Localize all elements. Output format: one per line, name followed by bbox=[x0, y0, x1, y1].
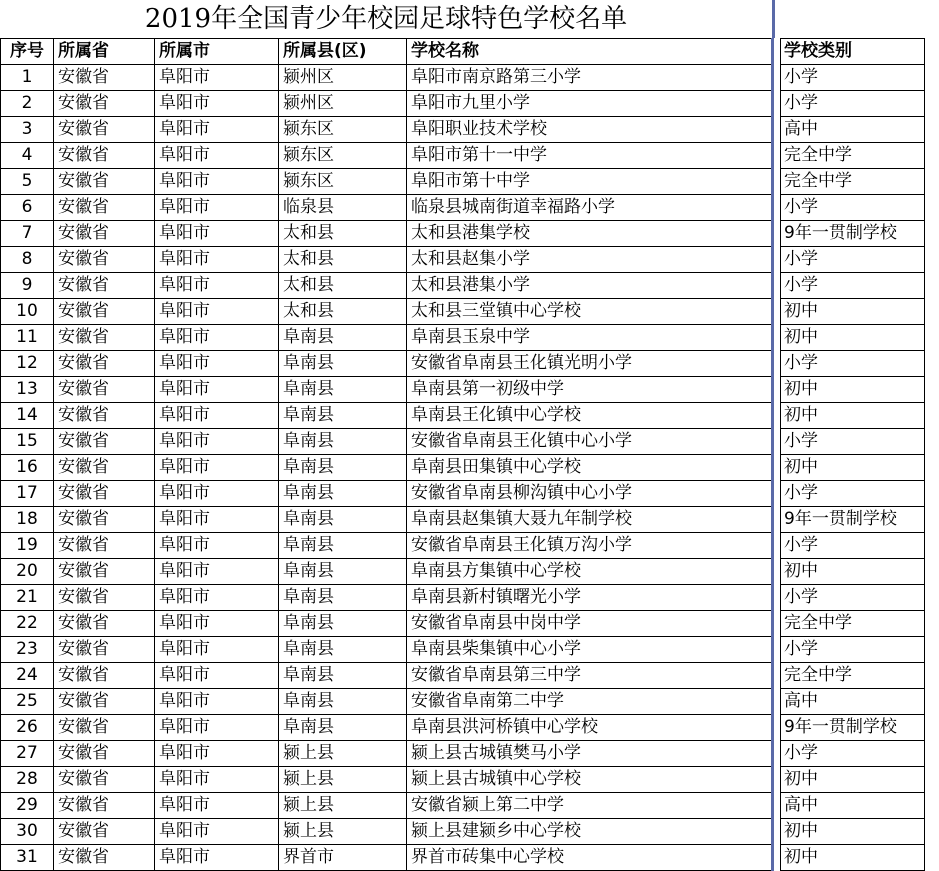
cell-col-index[interactable]: 7 bbox=[1, 221, 54, 247]
cell-col-index[interactable]: 17 bbox=[1, 481, 54, 507]
cell-col-city[interactable]: 阜阳市 bbox=[155, 195, 279, 221]
cell-col-school-name[interactable]: 阜南县田集镇中心学校 bbox=[407, 455, 773, 481]
cell-col-county[interactable]: 阜南县 bbox=[279, 533, 407, 559]
table-row bbox=[1, 117, 925, 143]
frozen-pane-divider-cell bbox=[773, 559, 781, 585]
frozen-pane-divider-cell bbox=[773, 455, 781, 481]
cell-col-school-name[interactable]: 太和县赵集小学 bbox=[407, 247, 773, 273]
frozen-pane-divider-cell bbox=[773, 481, 781, 507]
cell-col-city[interactable]: 阜阳市 bbox=[155, 845, 279, 871]
cell-col-index[interactable]: 8 bbox=[1, 247, 54, 273]
cell-col-index[interactable]: 27 bbox=[1, 741, 54, 767]
cell-col-city[interactable]: 阜阳市 bbox=[155, 299, 279, 325]
cell-col-province[interactable]: 安徽省 bbox=[54, 507, 155, 533]
cell-col-city[interactable]: 阜阳市 bbox=[155, 377, 279, 403]
cell-col-county[interactable]: 阜南县 bbox=[279, 507, 407, 533]
table-row bbox=[1, 793, 925, 819]
cell-col-school-name[interactable]: 阜阳市南京路第三小学 bbox=[407, 65, 773, 91]
cell-col-index[interactable]: 3 bbox=[1, 117, 54, 143]
cell-col-school-type[interactable]: 初中 bbox=[781, 377, 925, 403]
table-row bbox=[1, 195, 925, 221]
cell-col-province[interactable]: 安徽省 bbox=[54, 247, 155, 273]
cell-col-county[interactable]: 颍上县 bbox=[279, 819, 407, 845]
cell-col-province[interactable]: 安徽省 bbox=[54, 845, 155, 871]
cell-col-school-type[interactable]: 初中 bbox=[781, 767, 925, 793]
cell-col-province[interactable]: 安徽省 bbox=[54, 767, 155, 793]
frozen-pane-divider-cell bbox=[773, 221, 781, 247]
cell-col-county[interactable]: 阜南县 bbox=[279, 325, 407, 351]
cell-col-city[interactable]: 阜阳市 bbox=[155, 325, 279, 351]
cell-col-city[interactable]: 阜阳市 bbox=[155, 429, 279, 455]
frozen-pane-divider-cell bbox=[773, 663, 781, 689]
table-row bbox=[1, 247, 925, 273]
cell-col-school-name[interactable]: 安徽省阜南县柳沟镇中心小学 bbox=[407, 481, 773, 507]
header-col-school-name[interactable]: 学校名称 bbox=[407, 39, 773, 65]
cell-col-city[interactable]: 阜阳市 bbox=[155, 91, 279, 117]
cell-col-index[interactable]: 26 bbox=[1, 715, 54, 741]
cell-col-city[interactable]: 阜阳市 bbox=[155, 169, 279, 195]
cell-col-school-type[interactable]: 高中 bbox=[781, 117, 925, 143]
table-row bbox=[1, 455, 925, 481]
cell-col-province[interactable]: 安徽省 bbox=[54, 585, 155, 611]
cell-col-province[interactable]: 安徽省 bbox=[54, 793, 155, 819]
cell-col-school-name[interactable]: 颍上县古城镇樊马小学 bbox=[407, 741, 773, 767]
table-row bbox=[1, 611, 925, 637]
cell-col-city[interactable]: 阜阳市 bbox=[155, 403, 279, 429]
cell-col-province[interactable]: 安徽省 bbox=[54, 637, 155, 663]
frozen-pane-divider-cell bbox=[773, 169, 781, 195]
cell-col-city[interactable]: 阜阳市 bbox=[155, 247, 279, 273]
cell-col-city[interactable]: 阜阳市 bbox=[155, 585, 279, 611]
cell-col-school-type[interactable]: 9年一贯制学校 bbox=[781, 507, 925, 533]
frozen-pane-divider-cell bbox=[773, 377, 781, 403]
cell-col-school-type[interactable]: 小学 bbox=[781, 247, 925, 273]
cell-col-school-name[interactable]: 阜南县赵集镇大聂九年制学校 bbox=[407, 507, 773, 533]
cell-col-county[interactable]: 界首市 bbox=[279, 845, 407, 871]
cell-col-province[interactable]: 安徽省 bbox=[54, 169, 155, 195]
cell-col-school-name[interactable]: 太和县三堂镇中心学校 bbox=[407, 299, 773, 325]
cell-col-city[interactable]: 阜阳市 bbox=[155, 507, 279, 533]
frozen-pane-divider-cell bbox=[773, 325, 781, 351]
header-col-province[interactable]: 所属省 bbox=[54, 39, 155, 65]
table-row bbox=[1, 845, 925, 871]
frozen-pane-divider-cell bbox=[773, 429, 781, 455]
table-row bbox=[1, 819, 925, 845]
frozen-pane-divider-cell bbox=[773, 117, 781, 143]
frozen-pane-divider-cell bbox=[773, 91, 781, 117]
cell-col-county[interactable]: 太和县 bbox=[279, 221, 407, 247]
frozen-pane-divider-cell bbox=[773, 689, 781, 715]
frozen-pane-divider-cell bbox=[773, 715, 781, 741]
cell-col-county[interactable]: 阜南县 bbox=[279, 715, 407, 741]
cell-col-school-name[interactable]: 阜南县方集镇中心学校 bbox=[407, 559, 773, 585]
cell-col-school-type[interactable]: 小学 bbox=[781, 351, 925, 377]
cell-col-province[interactable]: 安徽省 bbox=[54, 299, 155, 325]
cell-col-province[interactable]: 安徽省 bbox=[54, 195, 155, 221]
cell-col-school-name[interactable]: 阜南县洪河桥镇中心学校 bbox=[407, 715, 773, 741]
cell-col-county[interactable]: 颍上县 bbox=[279, 741, 407, 767]
cell-col-city[interactable]: 阜阳市 bbox=[155, 741, 279, 767]
frozen-pane-divider-cell bbox=[773, 143, 781, 169]
cell-col-province[interactable]: 安徽省 bbox=[54, 143, 155, 169]
table-row bbox=[1, 221, 925, 247]
cell-col-school-type[interactable]: 初中 bbox=[781, 455, 925, 481]
header-col-school-type[interactable]: 学校类别 bbox=[781, 39, 925, 65]
cell-col-index[interactable]: 9 bbox=[1, 273, 54, 299]
table-row bbox=[1, 481, 925, 507]
cell-col-index[interactable]: 10 bbox=[1, 299, 54, 325]
header-col-county[interactable]: 所属县(区) bbox=[279, 39, 407, 65]
cell-col-county[interactable]: 阜南县 bbox=[279, 429, 407, 455]
frozen-pane-divider-cell bbox=[773, 767, 781, 793]
cell-col-school-name[interactable]: 阜南县玉泉中学 bbox=[407, 325, 773, 351]
table-row bbox=[1, 143, 925, 169]
table-row bbox=[1, 403, 925, 429]
cell-col-county[interactable]: 阜南县 bbox=[279, 481, 407, 507]
cell-col-school-name[interactable]: 太和县港集小学 bbox=[407, 273, 773, 299]
table-row bbox=[1, 325, 925, 351]
cell-col-county[interactable]: 阜南县 bbox=[279, 585, 407, 611]
table-row bbox=[1, 767, 925, 793]
table-row bbox=[1, 91, 925, 117]
cell-col-province[interactable]: 安徽省 bbox=[54, 819, 155, 845]
cell-col-province[interactable]: 安徽省 bbox=[54, 403, 155, 429]
cell-col-city[interactable]: 阜阳市 bbox=[155, 793, 279, 819]
cell-col-index[interactable]: 11 bbox=[1, 325, 54, 351]
cell-col-index[interactable]: 14 bbox=[1, 403, 54, 429]
cell-col-city[interactable]: 阜阳市 bbox=[155, 767, 279, 793]
cell-col-index[interactable]: 25 bbox=[1, 689, 54, 715]
cell-col-index[interactable]: 19 bbox=[1, 533, 54, 559]
sheet-title: 2019年全国青少年校园足球特色学校名单 bbox=[144, 4, 628, 34]
cell-col-school-name[interactable]: 阜南县王化镇中心学校 bbox=[407, 403, 773, 429]
cell-col-school-type[interactable]: 完全中学 bbox=[781, 611, 925, 637]
cell-col-index[interactable]: 20 bbox=[1, 559, 54, 585]
cell-col-index[interactable]: 28 bbox=[1, 767, 54, 793]
cell-col-index[interactable]: 4 bbox=[1, 143, 54, 169]
cell-col-county[interactable]: 阜南县 bbox=[279, 403, 407, 429]
cell-col-school-name[interactable]: 阜南县新村镇曙光小学 bbox=[407, 585, 773, 611]
cell-col-index[interactable]: 24 bbox=[1, 663, 54, 689]
cell-col-province[interactable]: 安徽省 bbox=[54, 273, 155, 299]
cell-col-school-name[interactable]: 安徽省阜南县王化镇光明小学 bbox=[407, 351, 773, 377]
cell-col-school-type[interactable]: 小学 bbox=[781, 195, 925, 221]
cell-col-school-type[interactable]: 小学 bbox=[781, 91, 925, 117]
cell-col-school-type[interactable]: 小学 bbox=[781, 585, 925, 611]
cell-col-school-type[interactable]: 高中 bbox=[781, 793, 925, 819]
cell-col-school-type[interactable]: 小学 bbox=[781, 481, 925, 507]
table-row bbox=[1, 273, 925, 299]
table-row bbox=[1, 351, 925, 377]
cell-col-province[interactable]: 安徽省 bbox=[54, 91, 155, 117]
frozen-pane-divider-cell bbox=[773, 65, 781, 91]
frozen-pane-divider-cell bbox=[773, 819, 781, 845]
cell-col-school-name[interactable]: 安徽省阜南县中岗中学 bbox=[407, 611, 773, 637]
table-row bbox=[1, 559, 925, 585]
cell-col-county[interactable]: 颍东区 bbox=[279, 143, 407, 169]
schools-table bbox=[0, 38, 925, 871]
table-row bbox=[1, 169, 925, 195]
cell-col-index[interactable]: 2 bbox=[1, 91, 54, 117]
cell-col-school-type[interactable]: 高中 bbox=[781, 689, 925, 715]
table-row bbox=[1, 689, 925, 715]
cell-col-school-name[interactable]: 太和县港集学校 bbox=[407, 221, 773, 247]
frozen-pane-divider-cell bbox=[773, 273, 781, 299]
cell-col-province[interactable]: 安徽省 bbox=[54, 715, 155, 741]
cell-col-school-name[interactable]: 临泉县城南街道幸福路小学 bbox=[407, 195, 773, 221]
next-column-edge bbox=[924, 38, 939, 869]
table-row bbox=[1, 533, 925, 559]
cell-col-county[interactable]: 太和县 bbox=[279, 247, 407, 273]
cell-col-province[interactable]: 安徽省 bbox=[54, 741, 155, 767]
cell-col-index[interactable]: 12 bbox=[1, 351, 54, 377]
cell-col-index[interactable]: 29 bbox=[1, 793, 54, 819]
cell-col-city[interactable]: 阜阳市 bbox=[155, 273, 279, 299]
cell-col-school-type[interactable]: 初中 bbox=[781, 845, 925, 871]
cell-col-province[interactable]: 安徽省 bbox=[54, 377, 155, 403]
cell-col-county[interactable]: 临泉县 bbox=[279, 195, 407, 221]
cell-col-school-type[interactable]: 初中 bbox=[781, 403, 925, 429]
cell-col-province[interactable]: 安徽省 bbox=[54, 429, 155, 455]
cell-col-school-type[interactable]: 小学 bbox=[781, 273, 925, 299]
cell-col-city[interactable]: 阜阳市 bbox=[155, 663, 279, 689]
cell-col-county[interactable]: 颍州区 bbox=[279, 65, 407, 91]
cell-col-province[interactable]: 安徽省 bbox=[54, 221, 155, 247]
cell-col-county[interactable]: 颍上县 bbox=[279, 767, 407, 793]
cell-col-index[interactable]: 23 bbox=[1, 637, 54, 663]
cell-col-county[interactable]: 阜南县 bbox=[279, 455, 407, 481]
cell-col-school-type[interactable]: 初中 bbox=[781, 819, 925, 845]
cell-col-province[interactable]: 安徽省 bbox=[54, 611, 155, 637]
cell-col-index[interactable]: 18 bbox=[1, 507, 54, 533]
cell-col-school-name[interactable]: 安徽省颍上第二中学 bbox=[407, 793, 773, 819]
cell-col-county[interactable]: 阜南县 bbox=[279, 377, 407, 403]
cell-col-city[interactable]: 阜阳市 bbox=[155, 117, 279, 143]
cell-col-city[interactable]: 阜阳市 bbox=[155, 533, 279, 559]
header-col-city[interactable]: 所属市 bbox=[155, 39, 279, 65]
table-row bbox=[1, 65, 925, 91]
cell-col-province[interactable]: 安徽省 bbox=[54, 455, 155, 481]
cell-col-school-name[interactable]: 阜阳市第十一中学 bbox=[407, 143, 773, 169]
frozen-pane-divider-cell bbox=[773, 507, 781, 533]
cell-col-province[interactable]: 安徽省 bbox=[54, 325, 155, 351]
cell-col-county[interactable]: 阜南县 bbox=[279, 559, 407, 585]
cell-col-city[interactable]: 阜阳市 bbox=[155, 637, 279, 663]
cell-col-province[interactable]: 安徽省 bbox=[54, 65, 155, 91]
cell-col-city[interactable]: 阜阳市 bbox=[155, 715, 279, 741]
cell-col-index[interactable]: 5 bbox=[1, 169, 54, 195]
cell-col-school-type[interactable]: 小学 bbox=[781, 65, 925, 91]
table-row bbox=[1, 663, 925, 689]
table-row bbox=[1, 507, 925, 533]
cell-col-county[interactable]: 阜南县 bbox=[279, 689, 407, 715]
frozen-pane-divider-cell bbox=[773, 195, 781, 221]
table-row bbox=[1, 299, 925, 325]
frozen-pane-divider-cell bbox=[773, 845, 781, 871]
cell-col-county[interactable]: 太和县 bbox=[279, 299, 407, 325]
cell-col-index[interactable]: 16 bbox=[1, 455, 54, 481]
cell-col-school-name[interactable]: 阜阳市第十中学 bbox=[407, 169, 773, 195]
frozen-pane-divider-cell bbox=[773, 741, 781, 767]
cell-col-school-name[interactable]: 界首市砖集中心学校 bbox=[407, 845, 773, 871]
table-row bbox=[1, 585, 925, 611]
cell-col-city[interactable]: 阜阳市 bbox=[155, 455, 279, 481]
cell-col-school-type[interactable]: 小学 bbox=[781, 533, 925, 559]
frozen-pane-divider bbox=[772, 0, 775, 38]
frozen-pane-divider-cell bbox=[773, 39, 781, 65]
frozen-pane-divider-cell bbox=[773, 533, 781, 559]
cell-col-city[interactable]: 阜阳市 bbox=[155, 689, 279, 715]
cell-col-school-type[interactable]: 初中 bbox=[781, 299, 925, 325]
cell-col-city[interactable]: 阜阳市 bbox=[155, 221, 279, 247]
frozen-pane-divider-cell bbox=[773, 585, 781, 611]
table-row bbox=[1, 429, 925, 455]
cell-col-city[interactable]: 阜阳市 bbox=[155, 819, 279, 845]
cell-col-county[interactable]: 颍东区 bbox=[279, 169, 407, 195]
cell-col-county[interactable]: 阜南县 bbox=[279, 611, 407, 637]
cell-col-index[interactable]: 30 bbox=[1, 819, 54, 845]
cell-col-city[interactable]: 阜阳市 bbox=[155, 351, 279, 377]
cell-col-school-name[interactable]: 安徽省阜南县王化镇万沟小学 bbox=[407, 533, 773, 559]
cell-col-index[interactable]: 15 bbox=[1, 429, 54, 455]
frozen-pane-divider-cell bbox=[773, 351, 781, 377]
cell-col-county[interactable]: 太和县 bbox=[279, 273, 407, 299]
cell-col-index[interactable]: 22 bbox=[1, 611, 54, 637]
cell-col-school-type[interactable]: 完全中学 bbox=[781, 663, 925, 689]
cell-col-city[interactable]: 阜阳市 bbox=[155, 143, 279, 169]
cell-col-city[interactable]: 阜阳市 bbox=[155, 65, 279, 91]
frozen-pane-divider-cell bbox=[773, 247, 781, 273]
cell-col-school-type[interactable]: 初中 bbox=[781, 325, 925, 351]
cell-col-school-type[interactable]: 完全中学 bbox=[781, 143, 925, 169]
cell-col-county[interactable]: 阜南县 bbox=[279, 351, 407, 377]
table-row bbox=[1, 637, 925, 663]
frozen-pane-divider-cell bbox=[773, 611, 781, 637]
cell-col-city[interactable]: 阜阳市 bbox=[155, 611, 279, 637]
cell-col-province[interactable]: 安徽省 bbox=[54, 117, 155, 143]
cell-col-county[interactable]: 颍上县 bbox=[279, 793, 407, 819]
cell-col-province[interactable]: 安徽省 bbox=[54, 533, 155, 559]
cell-col-county[interactable]: 颍州区 bbox=[279, 91, 407, 117]
cell-col-school-type[interactable]: 9年一贯制学校 bbox=[781, 715, 925, 741]
header-col-index[interactable]: 序号 bbox=[1, 39, 54, 65]
cell-col-county[interactable]: 颍东区 bbox=[279, 117, 407, 143]
cell-col-school-name[interactable]: 阜阳市九里小学 bbox=[407, 91, 773, 117]
cell-col-index[interactable]: 6 bbox=[1, 195, 54, 221]
cell-col-city[interactable]: 阜阳市 bbox=[155, 559, 279, 585]
cell-col-school-type[interactable]: 小学 bbox=[781, 429, 925, 455]
cell-col-county[interactable]: 阜南县 bbox=[279, 663, 407, 689]
cell-col-school-type[interactable]: 完全中学 bbox=[781, 169, 925, 195]
cell-col-school-name[interactable]: 安徽省阜南第二中学 bbox=[407, 689, 773, 715]
cell-col-school-name[interactable]: 颍上县建颍乡中心学校 bbox=[407, 819, 773, 845]
cell-col-school-name[interactable]: 阜南县柴集镇中心小学 bbox=[407, 637, 773, 663]
cell-col-index[interactable]: 1 bbox=[1, 65, 54, 91]
cell-col-province[interactable]: 安徽省 bbox=[54, 559, 155, 585]
header-row bbox=[1, 39, 925, 65]
cell-col-index[interactable]: 21 bbox=[1, 585, 54, 611]
cell-col-school-type[interactable]: 小学 bbox=[781, 637, 925, 663]
frozen-pane-divider-cell bbox=[773, 403, 781, 429]
frozen-pane-divider-cell bbox=[773, 637, 781, 663]
table-row bbox=[1, 377, 925, 403]
cell-col-county[interactable]: 阜南县 bbox=[279, 637, 407, 663]
cell-col-city[interactable]: 阜阳市 bbox=[155, 481, 279, 507]
cell-col-school-type[interactable]: 9年一贯制学校 bbox=[781, 221, 925, 247]
cell-col-province[interactable]: 安徽省 bbox=[54, 481, 155, 507]
cell-col-school-name[interactable]: 安徽省阜南县王化镇中心小学 bbox=[407, 429, 773, 455]
table-row bbox=[1, 741, 925, 767]
frozen-pane-divider-cell bbox=[773, 793, 781, 819]
table-row bbox=[1, 715, 925, 741]
cell-col-school-name[interactable]: 阜南县第一初级中学 bbox=[407, 377, 773, 403]
cell-col-school-type[interactable]: 小学 bbox=[781, 741, 925, 767]
cell-col-school-type[interactable]: 初中 bbox=[781, 559, 925, 585]
cell-col-index[interactable]: 13 bbox=[1, 377, 54, 403]
cell-col-province[interactable]: 安徽省 bbox=[54, 689, 155, 715]
cell-col-province[interactable]: 安徽省 bbox=[54, 663, 155, 689]
cell-col-school-name[interactable]: 颍上县古城镇中心学校 bbox=[407, 767, 773, 793]
cell-col-school-name[interactable]: 阜阳职业技术学校 bbox=[407, 117, 773, 143]
frozen-pane-divider-cell bbox=[773, 299, 781, 325]
cell-col-index[interactable]: 31 bbox=[1, 845, 54, 871]
cell-col-school-name[interactable]: 安徽省阜南县第三中学 bbox=[407, 663, 773, 689]
cell-col-province[interactable]: 安徽省 bbox=[54, 351, 155, 377]
